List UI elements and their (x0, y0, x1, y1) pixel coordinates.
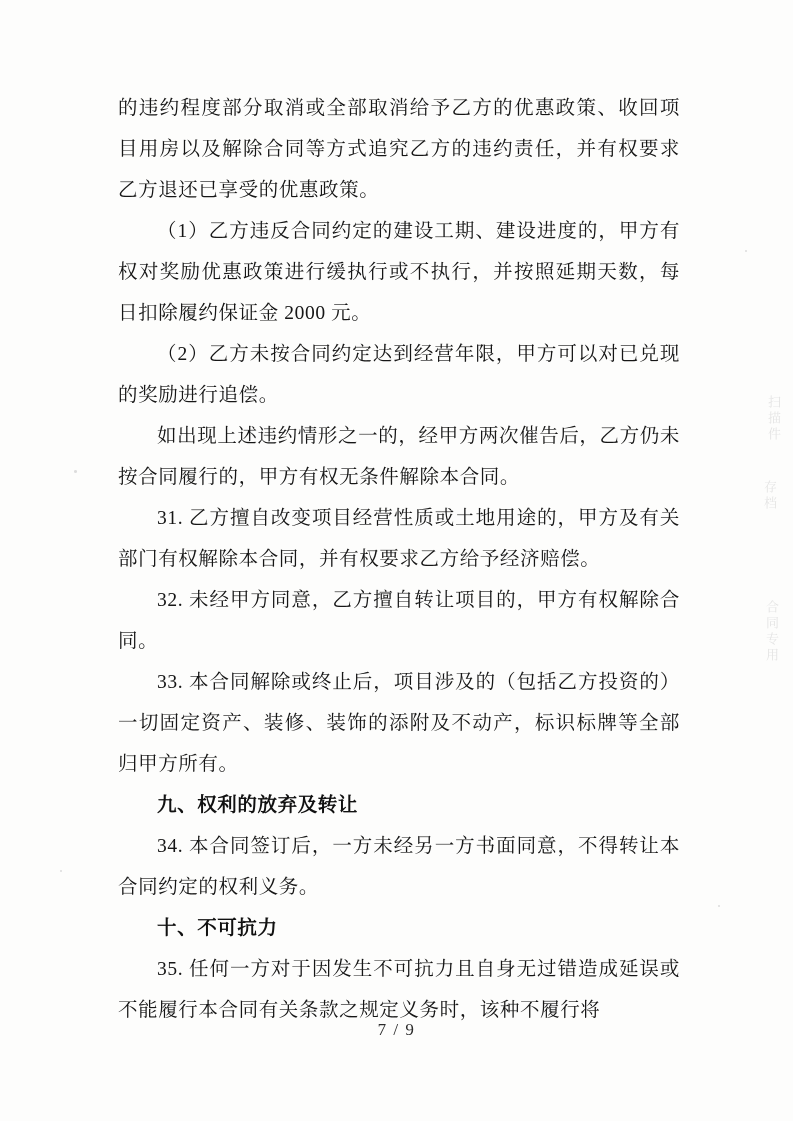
paragraph-item-1: （1）乙方违反合同约定的建设工期、建设进度的，甲方有权对奖励优惠政策进行缓执行或不执行，并按照延期天数，每日扣除履约保证金 2000 元。 (118, 221, 680, 324)
paragraph-clause-35: 35. 任何一方对于因发生不可抗力且自身无过错造成延误或不能履行本合同有关条款之规定义务时，该种不履行将 (118, 959, 680, 1021)
scan-speck (60, 870, 62, 872)
margin-mark-a: 扫描件 (766, 395, 781, 443)
section-heading-ten: 十、不可抗力 (157, 918, 278, 939)
scan-speck (718, 905, 720, 907)
paragraph-clause-34: 34. 本合同签订后，一方未经另一方书面同意，不得转让本合同约定的权利义务。 (118, 836, 680, 898)
paragraph-item-3: 如出现上述违约情形之一的，经甲方两次催告后，乙方仍未按合同履行的，甲方有权无条件解除本合同。 (118, 426, 680, 488)
margin-mark-b: 存档 (762, 480, 777, 512)
paragraph-clause-31: 31. 乙方擅自改变项目经营性质或土地用途的，甲方及有关部门有权解除本合同，并有权要求乙方给予经济赔偿。 (118, 508, 680, 570)
paragraph-clause-32: 32. 未经甲方同意，乙方擅自转让项目的，甲方有权解除合同。 (118, 590, 680, 652)
scan-speck (745, 250, 747, 252)
paragraph-breach-continuation: 的违约程度部分取消或全部取消给予乙方的优惠政策、收回项目用房以及解除合同等方式追究乙方的违约责任，并有权要求乙方退还已享受的优惠政策。 (118, 98, 680, 201)
paragraph-clause-33: 33. 本合同解除或终止后，项目涉及的（包括乙方投资的）一切固定资产、装修、装饰的添附及不动产，标识标牌等全部归甲方所有。 (118, 672, 680, 775)
scan-speck (74, 470, 77, 473)
section-heading-nine: 九、权利的放弃及转让 (157, 795, 359, 816)
paragraph-item-2: （2）乙方未按合同约定达到经营年限，甲方可以对已兑现的奖励进行追偿。 (118, 344, 680, 406)
document-body (118, 88, 680, 1031)
page-number: 7 / 9 (377, 1020, 416, 1039)
margin-mark-c: 合同专用 (764, 600, 779, 664)
